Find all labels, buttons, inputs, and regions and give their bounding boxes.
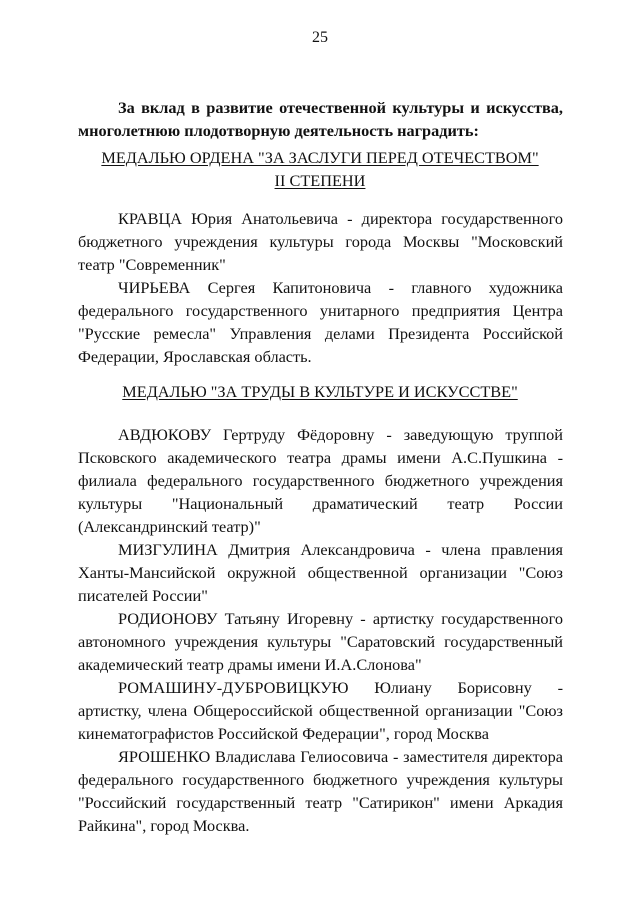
section2-entries [78,423,563,837]
award-entry-romashina: РОМАШИНУ-ДУБРОВИЦКУЮ Юлиану Борисовну - артистку, члена Общероссийской общественной организации "Союз кинематографистов Российской Федерации", город Москва [78,678,563,743]
section1-entries [78,207,563,368]
award-entry-rodionova: РОДИОНОВУ Татьяну Игоревну - артистку государственного автономного учреждения культуры "Саратовский государственный академический театр драмы имени И.А.Слонова" [78,609,563,674]
section2-heading: МЕДАЛЬЮ "ЗА ТРУДЫ В КУЛЬТУРЕ И ИСКУССТВЕ" [122,382,518,401]
award-entry-kravets: КРАВЦА Юрия Анатольевича - директора государственного бюджетного учреждения культуры города Москвы "Московский театр "Современник" [78,209,563,274]
section1-heading-line1: МЕДАЛЬЮ ОРДЕНА "ЗА ЗАСЛУГИ ПЕРЕД ОТЕЧЕСТВОМ" [101,148,539,167]
award-entry-chiryev: ЧИРЬЕВА Сергея Капитоновича - главного художника федерального государственного унитарного предприятия Центра "Русские ремесла" Управления делами Президента Российской Федерации, Ярославская область. [78,278,563,366]
award-entry-mizgulin: МИЗГУЛИНА Дмитрия Александровича - члена правления Ханты-Мансийской окружной общественной организации "Союз писателей России" [78,540,563,605]
section1-heading-line2: II СТЕПЕНИ [274,171,366,190]
award-entry-avdyukova: АВДЮКОВУ Гертруду Фёдоровну - заведующую труппой Псковского академического театра драмы имени А.С.Пушкина - филиала федерального государственного бюджетного учреждения культуры "Национальный драматический театр России (Александринский театр)" [78,425,563,536]
intro-text: За вклад в развитие отечественной культуры и искусства, многолетнюю плодотворную деятельность наградить: [78,98,563,141]
award-entry-yaroshenko: ЯРОШЕНКО Владислава Гелиосовича - заместителя директора федерального государственного бюджетного учреждения культуры "Российский государственный театр "Сатирикон" имени Аркадия Райкина", город Москва. [78,747,563,835]
page-number: 25 [312,29,328,46]
